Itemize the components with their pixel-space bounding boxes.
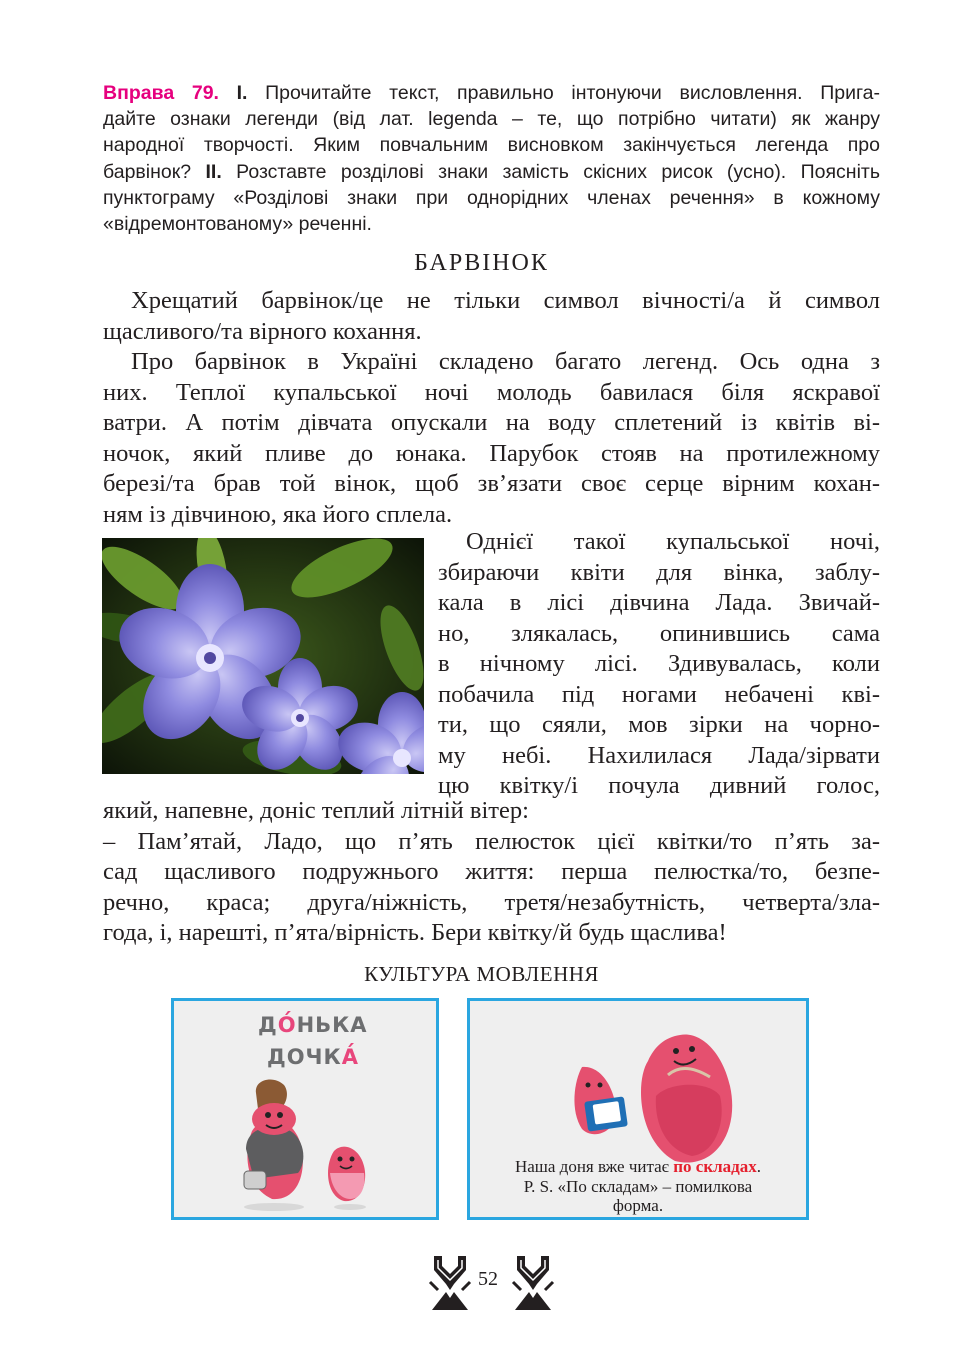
story-line: Однієї такої купальської ночі, — [466, 528, 880, 555]
story-line: но, злякалась, опинившись сама — [438, 619, 880, 647]
story-line: му небі. Нахилилася Лада/зірвати — [438, 741, 880, 769]
periwinkle-photo — [102, 538, 424, 774]
stress-card — [171, 998, 439, 1220]
exercise-line: Вправа 79. I. Прочитайте текст, правильно інтонуючи висловлення. Прига- — [103, 82, 880, 104]
right-ornament-icon — [511, 1252, 555, 1312]
story-line: них. Теплої купальської ночі молодь бавилася біля яскравої — [103, 378, 880, 406]
story-line: збираючи квіти для вінка, заблу- — [438, 558, 880, 586]
exercise-line: пунктограму «Розділові знаки при однорідних членах речення» в кожному — [103, 186, 880, 209]
exercise-title: Вправа 79. — [103, 82, 219, 104]
story-line: в нічному лісі. Здивувалась, коли — [438, 650, 880, 677]
story-line: года, і, нарешті, п’ята/вірність. Бери квітку/й будь щаслива! — [103, 919, 727, 946]
exercise-instructions — [103, 80, 880, 237]
story-paragraphs-top — [103, 286, 880, 530]
reading-card — [467, 998, 809, 1220]
story-line: щасливого/та вірного кохання. — [103, 317, 422, 345]
story-line: побачила під ногами небачені кві- — [438, 680, 880, 708]
story-line: Хрещатий барвінок/це не тільки символ вічності/а й символ — [131, 287, 880, 314]
story-line: березі/та брав той вінок, щоб зв’язати своє серце вірним кохан- — [103, 470, 880, 497]
story-line: ти, що сяяли, мов зірки на чорно- — [438, 711, 880, 738]
story-line: – Пам’ятай, Ладо, що п’ять пелюсток цієї квітки/то п’ять за- — [103, 827, 880, 855]
story-line: Про барвінок в Україні складено багато легенд. Ось одна з — [131, 348, 880, 375]
story-line: речно, краса; друга/ніжність, третя/незабутність, четверта/зла- — [103, 888, 880, 916]
story-line: сад щасливого подружнього життя: перша пелюстка/то, безпе- — [103, 858, 880, 885]
story-line: цю квітку/і почула дивний голос, — [438, 772, 880, 799]
culture-section-title: КУЛЬТУРА МОВЛЕННЯ — [364, 962, 599, 986]
word-donka: ДО́НЬКА — [258, 1013, 368, 1037]
story-line: ватри. А потім дівчата опускали на воду сплетений із квітів ві- — [103, 409, 880, 436]
left-ornament-icon — [428, 1252, 472, 1312]
story-paragraphs-bottom — [103, 796, 880, 949]
story-line: ням із дівчиною, яка його сплела. — [103, 500, 453, 528]
word-dochka: ДОЧКА́ — [267, 1045, 359, 1069]
text-title: БАРВІНОК — [414, 250, 549, 276]
story-paragraph-beside-photo — [438, 527, 880, 802]
story-line: кала в лісі дівчина Лада. Звичай- — [438, 589, 880, 616]
exercise-line: народної творчості. Яким повчальним висновком закінчується легенда про — [103, 134, 880, 157]
exercise-line: дайте ознаки легенди (від лат. legenda – те, що потрібно читати) як жанру — [103, 108, 880, 131]
story-line: ночок, який пливе до юнака. Парубок стояв на протилежному — [103, 439, 880, 467]
mother-daughter-illustration — [174, 1001, 436, 1217]
exercise-line: барвінок? II. Розставте розділові знаки замість скісних рисок (усно). Поясніть — [103, 160, 880, 183]
exercise-line: «відремонтованому» реченні. — [103, 212, 372, 235]
card-caption: Наша доня вже читає по складах. Р. S. «По складам» – помилкова форма. — [514, 1157, 762, 1215]
page-number: 52 — [478, 1268, 498, 1290]
story-line: який, напевне, доніс теплий літній вітер: — [103, 797, 529, 824]
